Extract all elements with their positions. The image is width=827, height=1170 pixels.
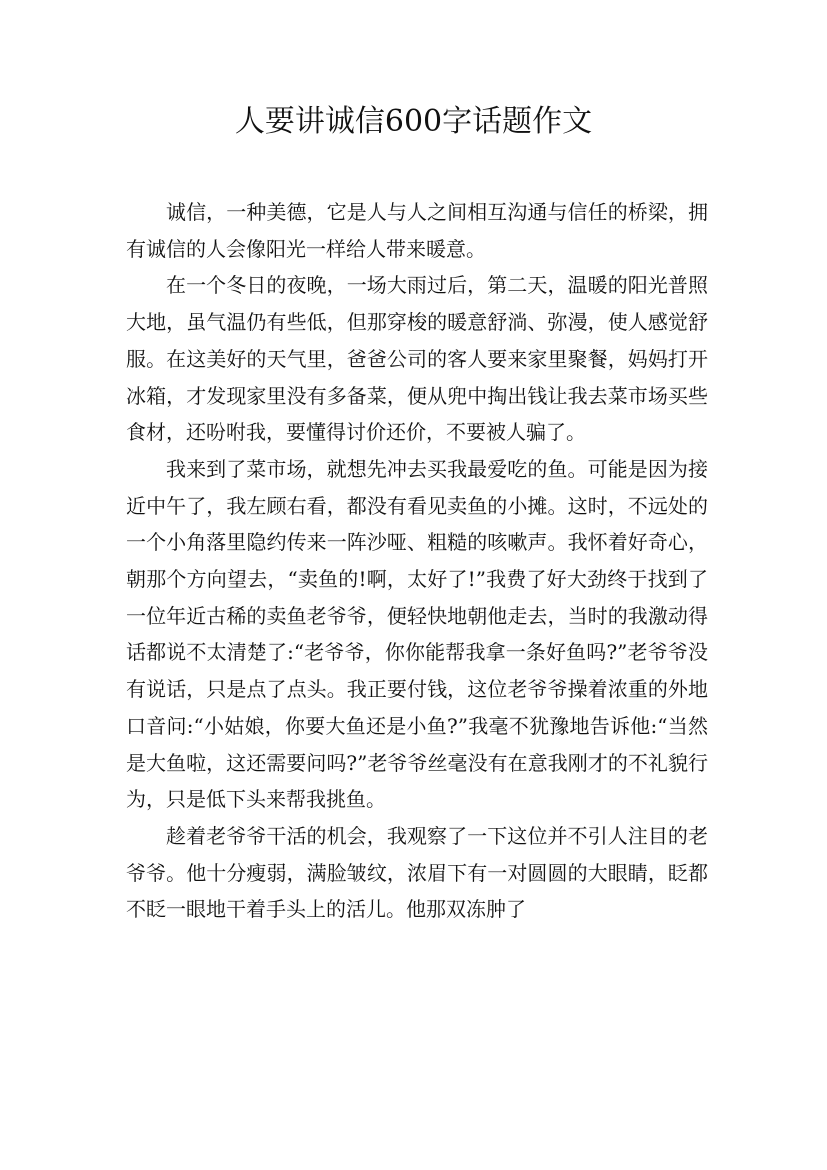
document-body xyxy=(126,194,708,928)
paragraph-3: 我来到了菜市场，就想先冲去买我最爱吃的鱼。可能是因为接近中午了，我左顾右看，都没有看见卖鱼的小摊。这时，不远处的一个小角落里隐约传来一阵沙哑、粗糙的咳嗽声。我怀着好奇心，朝那个方向望去，“卖鱼的!啊，太好了!”我费了好大劲终于找到了一位年近古稀的卖鱼老爷爷，便轻快地朝他走去，当时的我激动得话都说不太清楚了:“老爷爷，你你能帮我拿一条好鱼吗?”老爷爷没有说话，只是点了点头。我正要付钱，这位老爷爷操着浓重的外地口音问:“小姑娘，你要大鱼还是小鱼?”我毫不犹豫地告诉他:“当然是大鱼啦，这还需要问吗?”老爷爷丝毫没有在意我刚才的不礼貌行为，只是低下头来帮我挑鱼。 xyxy=(126,456,708,812)
document-title: 人要讲诚信600字话题作文 xyxy=(234,104,593,139)
paragraph-1: 诚信，一种美德，它是人与人之间相互沟通与信任的桥梁，拥有诚信的人会像阳光一样给人带来暖意。 xyxy=(126,200,708,261)
paragraph-2: 在一个冬日的夜晚，一场大雨过后，第二天，温暖的阳光普照大地，虽气温仍有些低，但那穿梭的暖意舒淌、弥漫，使人感觉舒服。在这美好的天气里，爸爸公司的客人要来家里聚餐，妈妈打开冰箱，才发现家里没有多备菜，便从兜中掏出钱让我去菜市场买些食材，还吩咐我，要懂得讨价还价，不要被人骗了。 xyxy=(126,273,708,445)
paragraph-4: 趁着老爷爷干活的机会，我观察了一下这位并不引人注目的老爷爷。他十分瘦弱，满脸皱纹，浓眉下有一对圆圆的大眼睛，眨都不眨一眼地干着手头上的活儿。他那双冻肿了 xyxy=(126,823,708,922)
